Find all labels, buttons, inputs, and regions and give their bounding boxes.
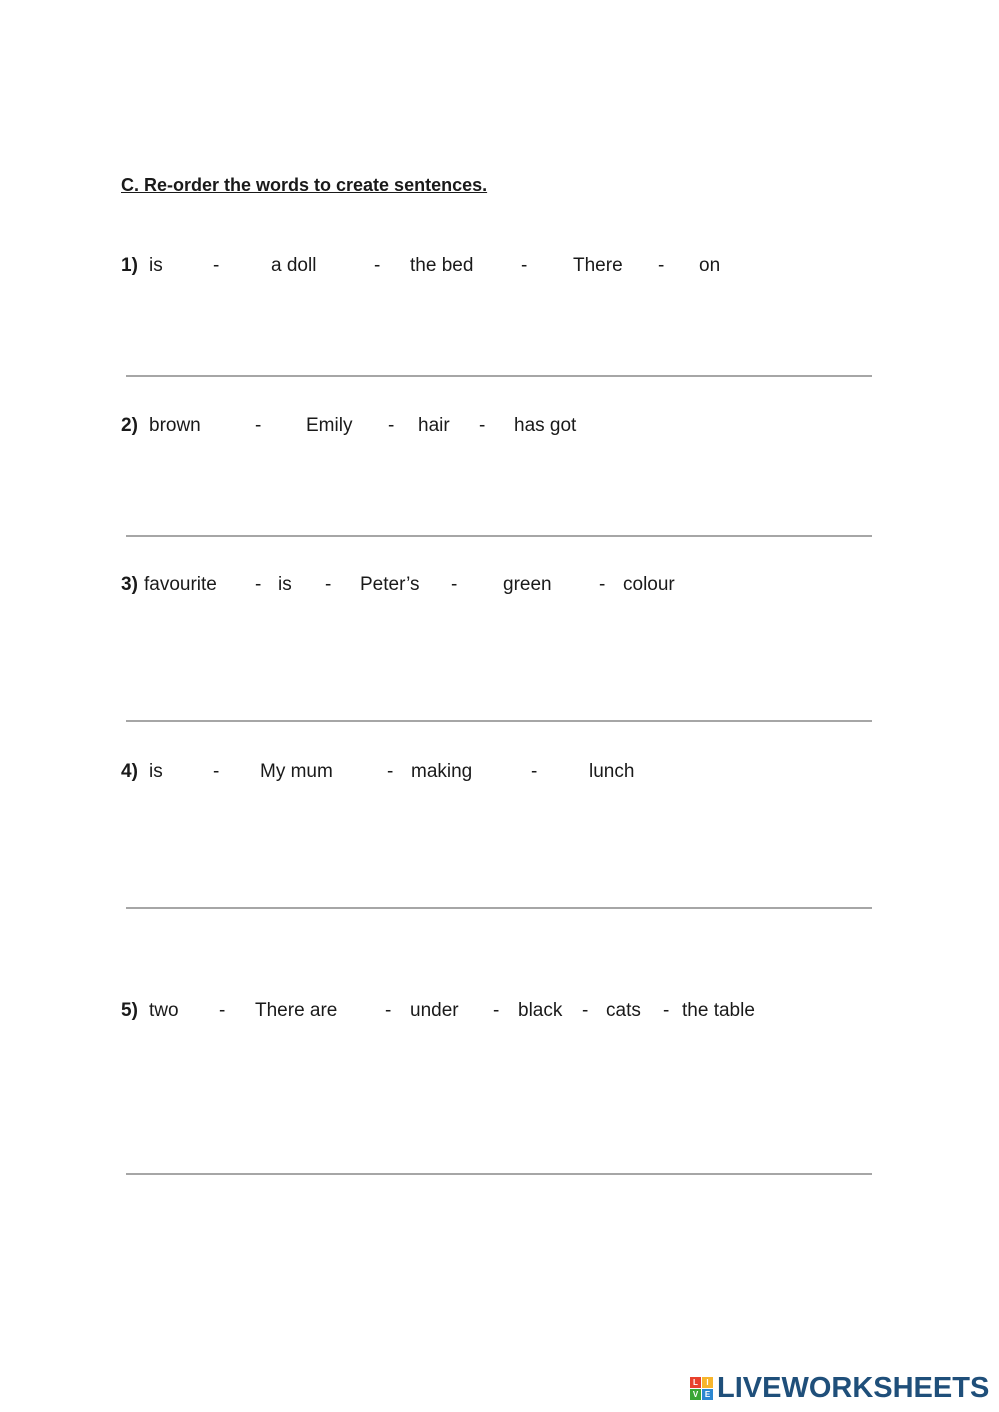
logo-mark-tile: E xyxy=(702,1389,713,1400)
separator-dash: - xyxy=(599,574,606,595)
separator-dash: - xyxy=(451,574,458,595)
answer-line[interactable] xyxy=(126,1173,872,1175)
separator-dash: - xyxy=(388,415,395,436)
word-chip: is xyxy=(149,255,163,276)
word-chip: is xyxy=(149,761,163,782)
separator-dash: - xyxy=(219,1000,226,1021)
logo-mark-tile: V xyxy=(690,1389,701,1400)
word-chip: There are xyxy=(255,1000,338,1021)
separator-dash: - xyxy=(255,574,262,595)
logo-mark-tile: L xyxy=(690,1377,701,1388)
separator-dash: - xyxy=(374,255,381,276)
exercise-3 xyxy=(121,574,881,598)
exercise-number: 4) xyxy=(121,761,138,782)
word-chip: lunch xyxy=(589,761,635,782)
word-chip: has got xyxy=(514,415,577,436)
word-chip: Emily xyxy=(306,415,353,436)
exercise-number: 2) xyxy=(121,415,138,436)
worksheet-title: C. Re-order the words to create sentences. xyxy=(121,175,488,195)
word-chip: There xyxy=(573,255,623,276)
answer-line[interactable] xyxy=(126,907,872,909)
exercise-number: 1) xyxy=(121,255,138,276)
answer-line[interactable] xyxy=(126,375,872,377)
word-chip: a doll xyxy=(271,255,317,276)
word-chip: colour xyxy=(623,574,675,595)
word-chip: My mum xyxy=(260,761,333,782)
separator-dash: - xyxy=(387,761,394,782)
word-chip: under xyxy=(410,1000,459,1021)
word-chip: black xyxy=(518,1000,563,1021)
word-chip: cats xyxy=(606,1000,641,1021)
separator-dash: - xyxy=(531,761,538,782)
liveworksheets-logo[interactable] xyxy=(690,1372,989,1404)
word-chip: two xyxy=(149,1000,179,1021)
separator-dash: - xyxy=(213,255,220,276)
separator-dash: - xyxy=(663,1000,670,1021)
exercise-1 xyxy=(121,255,881,279)
word-chip: hair xyxy=(418,415,450,436)
separator-dash: - xyxy=(521,255,528,276)
separator-dash: - xyxy=(255,415,262,436)
word-chip: on xyxy=(699,255,721,276)
word-chip: favourite xyxy=(144,574,217,595)
separator-dash: - xyxy=(658,255,665,276)
word-chip: the bed xyxy=(410,255,474,276)
exercise-4 xyxy=(121,761,881,785)
exercise-5 xyxy=(121,1000,881,1024)
separator-dash: - xyxy=(582,1000,589,1021)
exercise-number: 3) xyxy=(121,574,138,595)
word-chip: is xyxy=(278,574,292,595)
word-chip: green xyxy=(503,574,552,595)
logo-mark-icon xyxy=(690,1377,713,1400)
word-chip: brown xyxy=(149,415,201,436)
separator-dash: - xyxy=(479,415,486,436)
answer-line[interactable] xyxy=(126,535,872,537)
exercise-2 xyxy=(121,415,881,439)
separator-dash: - xyxy=(385,1000,392,1021)
word-chip: making xyxy=(411,761,473,782)
logo-text: LIVEWORKSHEETS xyxy=(717,1371,990,1404)
logo-mark-tile: I xyxy=(702,1377,713,1388)
separator-dash: - xyxy=(493,1000,500,1021)
answer-line[interactable] xyxy=(126,720,872,722)
word-chip: Peter’s xyxy=(360,574,420,595)
exercise-number: 5) xyxy=(121,1000,138,1021)
separator-dash: - xyxy=(213,761,220,782)
separator-dash: - xyxy=(325,574,332,595)
word-chip: the table xyxy=(682,1000,755,1021)
